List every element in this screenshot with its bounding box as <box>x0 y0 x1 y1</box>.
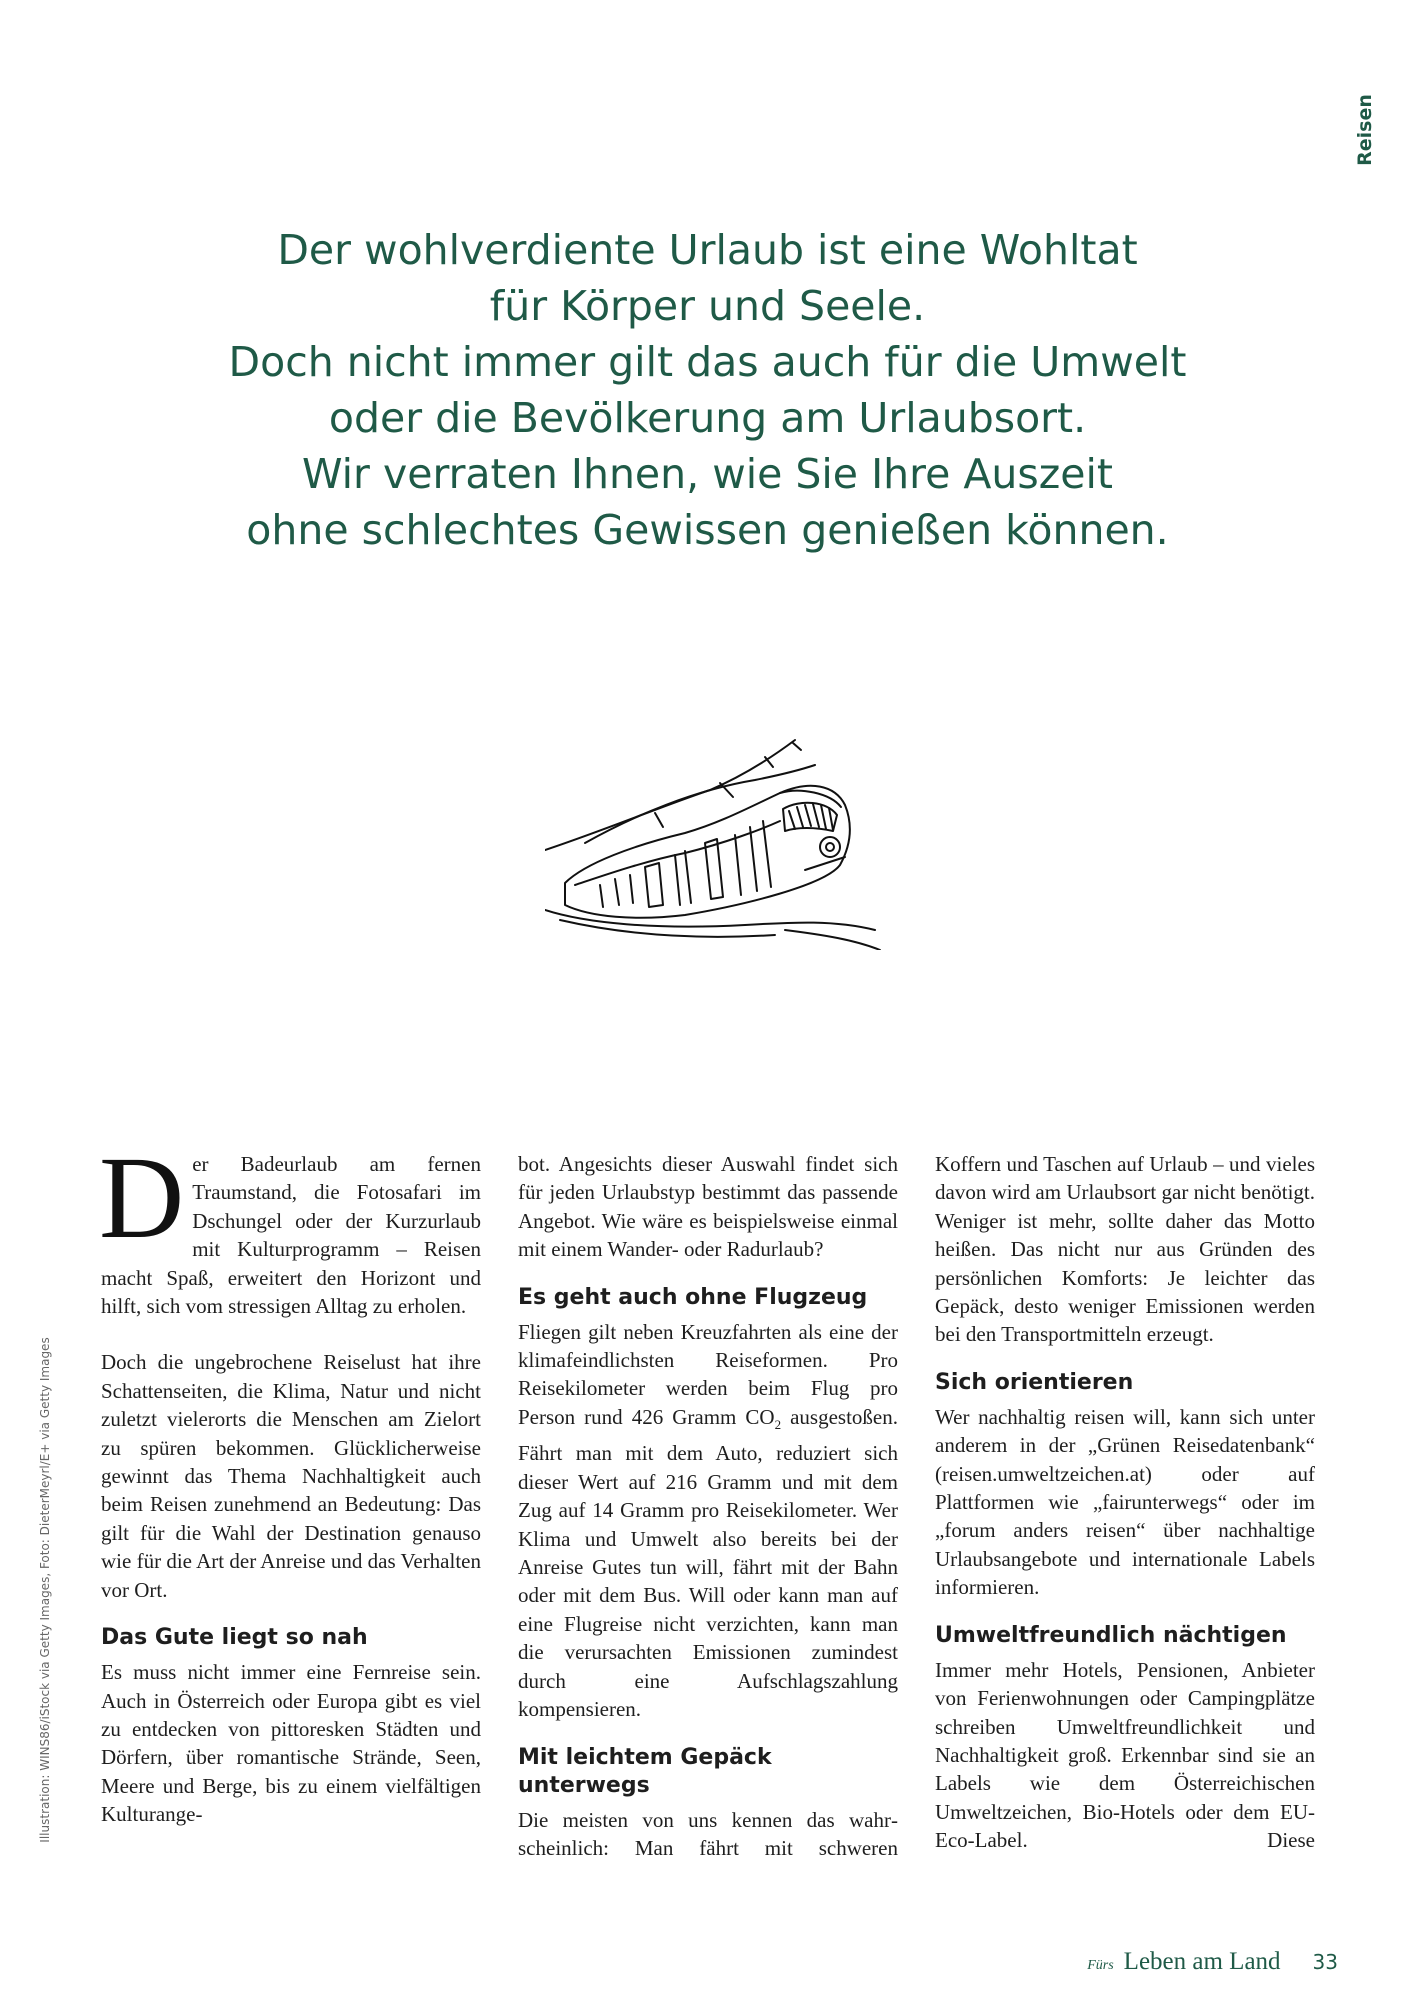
paragraph: Koffern und Taschen auf Urlaub – und vieles davon wird am Urlaubsort gar nicht benötigt. Weniger ist mehr, sollte daher das Motto heißen. Das nicht nur aus Gründen des persönlichen Komforts: Je leichter das Gepäck, desto weniger Emissionen werden bei den Transportmitteln erzeugt. <box>935 1152 1315 1347</box>
article-column-2 <box>518 1150 898 1862</box>
paragraph: Die meisten von uns kennen das wahrscheinlich: Man fährt mit schweren <box>518 1807 898 1860</box>
article-column-1 <box>99 1132 481 1829</box>
page-number: 33 <box>1312 1950 1338 1974</box>
intro-line: Doch nicht immer gilt das auch für die Umwelt <box>228 338 1187 386</box>
intro-line: ohne schlechtes Gewissen genießen können. <box>246 506 1169 554</box>
intro-text <box>150 222 1265 558</box>
paragraph: Immer mehr Hotels, Pensionen, Anbieter von Ferienwohnungen oder Campingplätze schreiben Umweltfreundlichkeit und Nachhaltigkeit groß. Erkennbar sind sie an Labels wie dem Österreichischen Umweltzeichen, Bio-Hotels oder dem EU-Eco-Label. Diese <box>935 1657 1315 1853</box>
section-tag <box>1335 95 1395 165</box>
paragraph: Wer nachhaltig reisen will, kann sich unter anderem in der „Grünen Reisedatenbank“ (reisen.umweltzeichen.at) oder auf Plattformen wie „fairunterwegs“ oder im „forum anders reisen“ über nachhaltige Urlaubsangebote und internationale Labels informieren. <box>935 1404 1315 1600</box>
subheading: Umweltfreundlich nächtigen <box>935 1622 1287 1648</box>
intro-line: Wir verraten Ihnen, wie Sie Ihre Auszeit <box>302 450 1113 498</box>
footer-prefix: Fürs <box>1087 1958 1114 1973</box>
paragraph: Es muss nicht immer eine Fernreise sein. Auch in Österreich oder Europa gibt es viel zu entdecken von pittoresken Städten und Dörfern, über romantische Strände, Seen, Meere und Berge, bis zu einem vielfältigen Kulturange- <box>101 1660 481 1827</box>
footer-brand: Leben am Land <box>1123 1948 1281 1975</box>
paragraph-text: ausgestoßen. Fährt man mit dem Auto, reduziert sich dieser Wert auf 216 Gramm und mit dem Zug auf 14 Gramm pro Reisekilometer. Wer Klima und Umwelt also bereits bei der Anreise Gutes tun will, fährt mit der Bahn oder mit dem Bus. Will oder kann man auf eine Flugreise nicht verzichten, kann man die verursachten Emissionen zumindest durch eine Aufschlagszahlung kompensieren. <box>518 1404 898 1722</box>
subheading: Mit leichtem Gepäck unterwegs <box>518 1744 772 1798</box>
paragraph: bot. Angesichts dieser Auswahl findet sich für jeden Urlaubstyp bestimmt das passende Angebot. Wie wäre es beispielsweise einmal mit einem Wander- oder Radurlaub? <box>518 1152 898 1262</box>
article-column-3 <box>935 1150 1315 1855</box>
intro-line: für Körper und Seele. <box>489 282 926 330</box>
intro-line: oder die Bevölkerung am Urlaubsort. <box>328 394 1087 442</box>
subheading: Es geht auch ohne Flugzeug <box>518 1284 868 1310</box>
image-credit-text: Illustration: WINS86/iStock via Getty Images, Foto: DieterMeyrl/E+ via Getty Images <box>38 1337 52 1843</box>
image-credit <box>30 1290 60 1890</box>
paragraph <box>99 1132 481 1320</box>
paragraph-text: er Badeurlaub am fernen Traumstand, die Fotosafari im Dschungel oder der Kurzurlaub mit Kulturprogramm – Reisen macht Spaß, erweitert den Horizont und hilft, sich vom stressigen Alltag zu erholen. <box>101 1152 481 1319</box>
subheading: Das Gute liegt so nah <box>101 1625 368 1651</box>
section-tag-label: Reisen <box>1354 94 1376 166</box>
paragraph: Doch die ungebrochene Reiselust hat ihre Schattenseiten, die Klima, Natur und nicht zuletzt vielerorts die Menschen am Zielort zu spüren bekommen. Glücklicherweise gewinnt das Thema Nachhaltigkeit auch beim Reisen zunehmend an Bedeutung: Das gilt für die Wahl der Destination genauso wie für die Art der Anreise und das Verhalten vor Ort. <box>101 1350 481 1602</box>
page-footer <box>1087 1948 1338 1976</box>
paragraph <box>518 1318 898 1724</box>
intro-line: Der wohlverdiente Urlaub ist eine Wohltat <box>277 226 1138 274</box>
subheading: Sich orientieren <box>935 1369 1134 1395</box>
subscript: 2 <box>774 1417 782 1433</box>
train-illustration <box>545 735 885 950</box>
drop-cap: D <box>99 1132 185 1263</box>
paragraph-text: Fliegen gilt neben Kreuzfahrten als eine der klimafeindlichsten Reiseformen. Pro Reisekilometer werden beim Flug pro Person rund 426 Gramm CO <box>518 1319 898 1429</box>
